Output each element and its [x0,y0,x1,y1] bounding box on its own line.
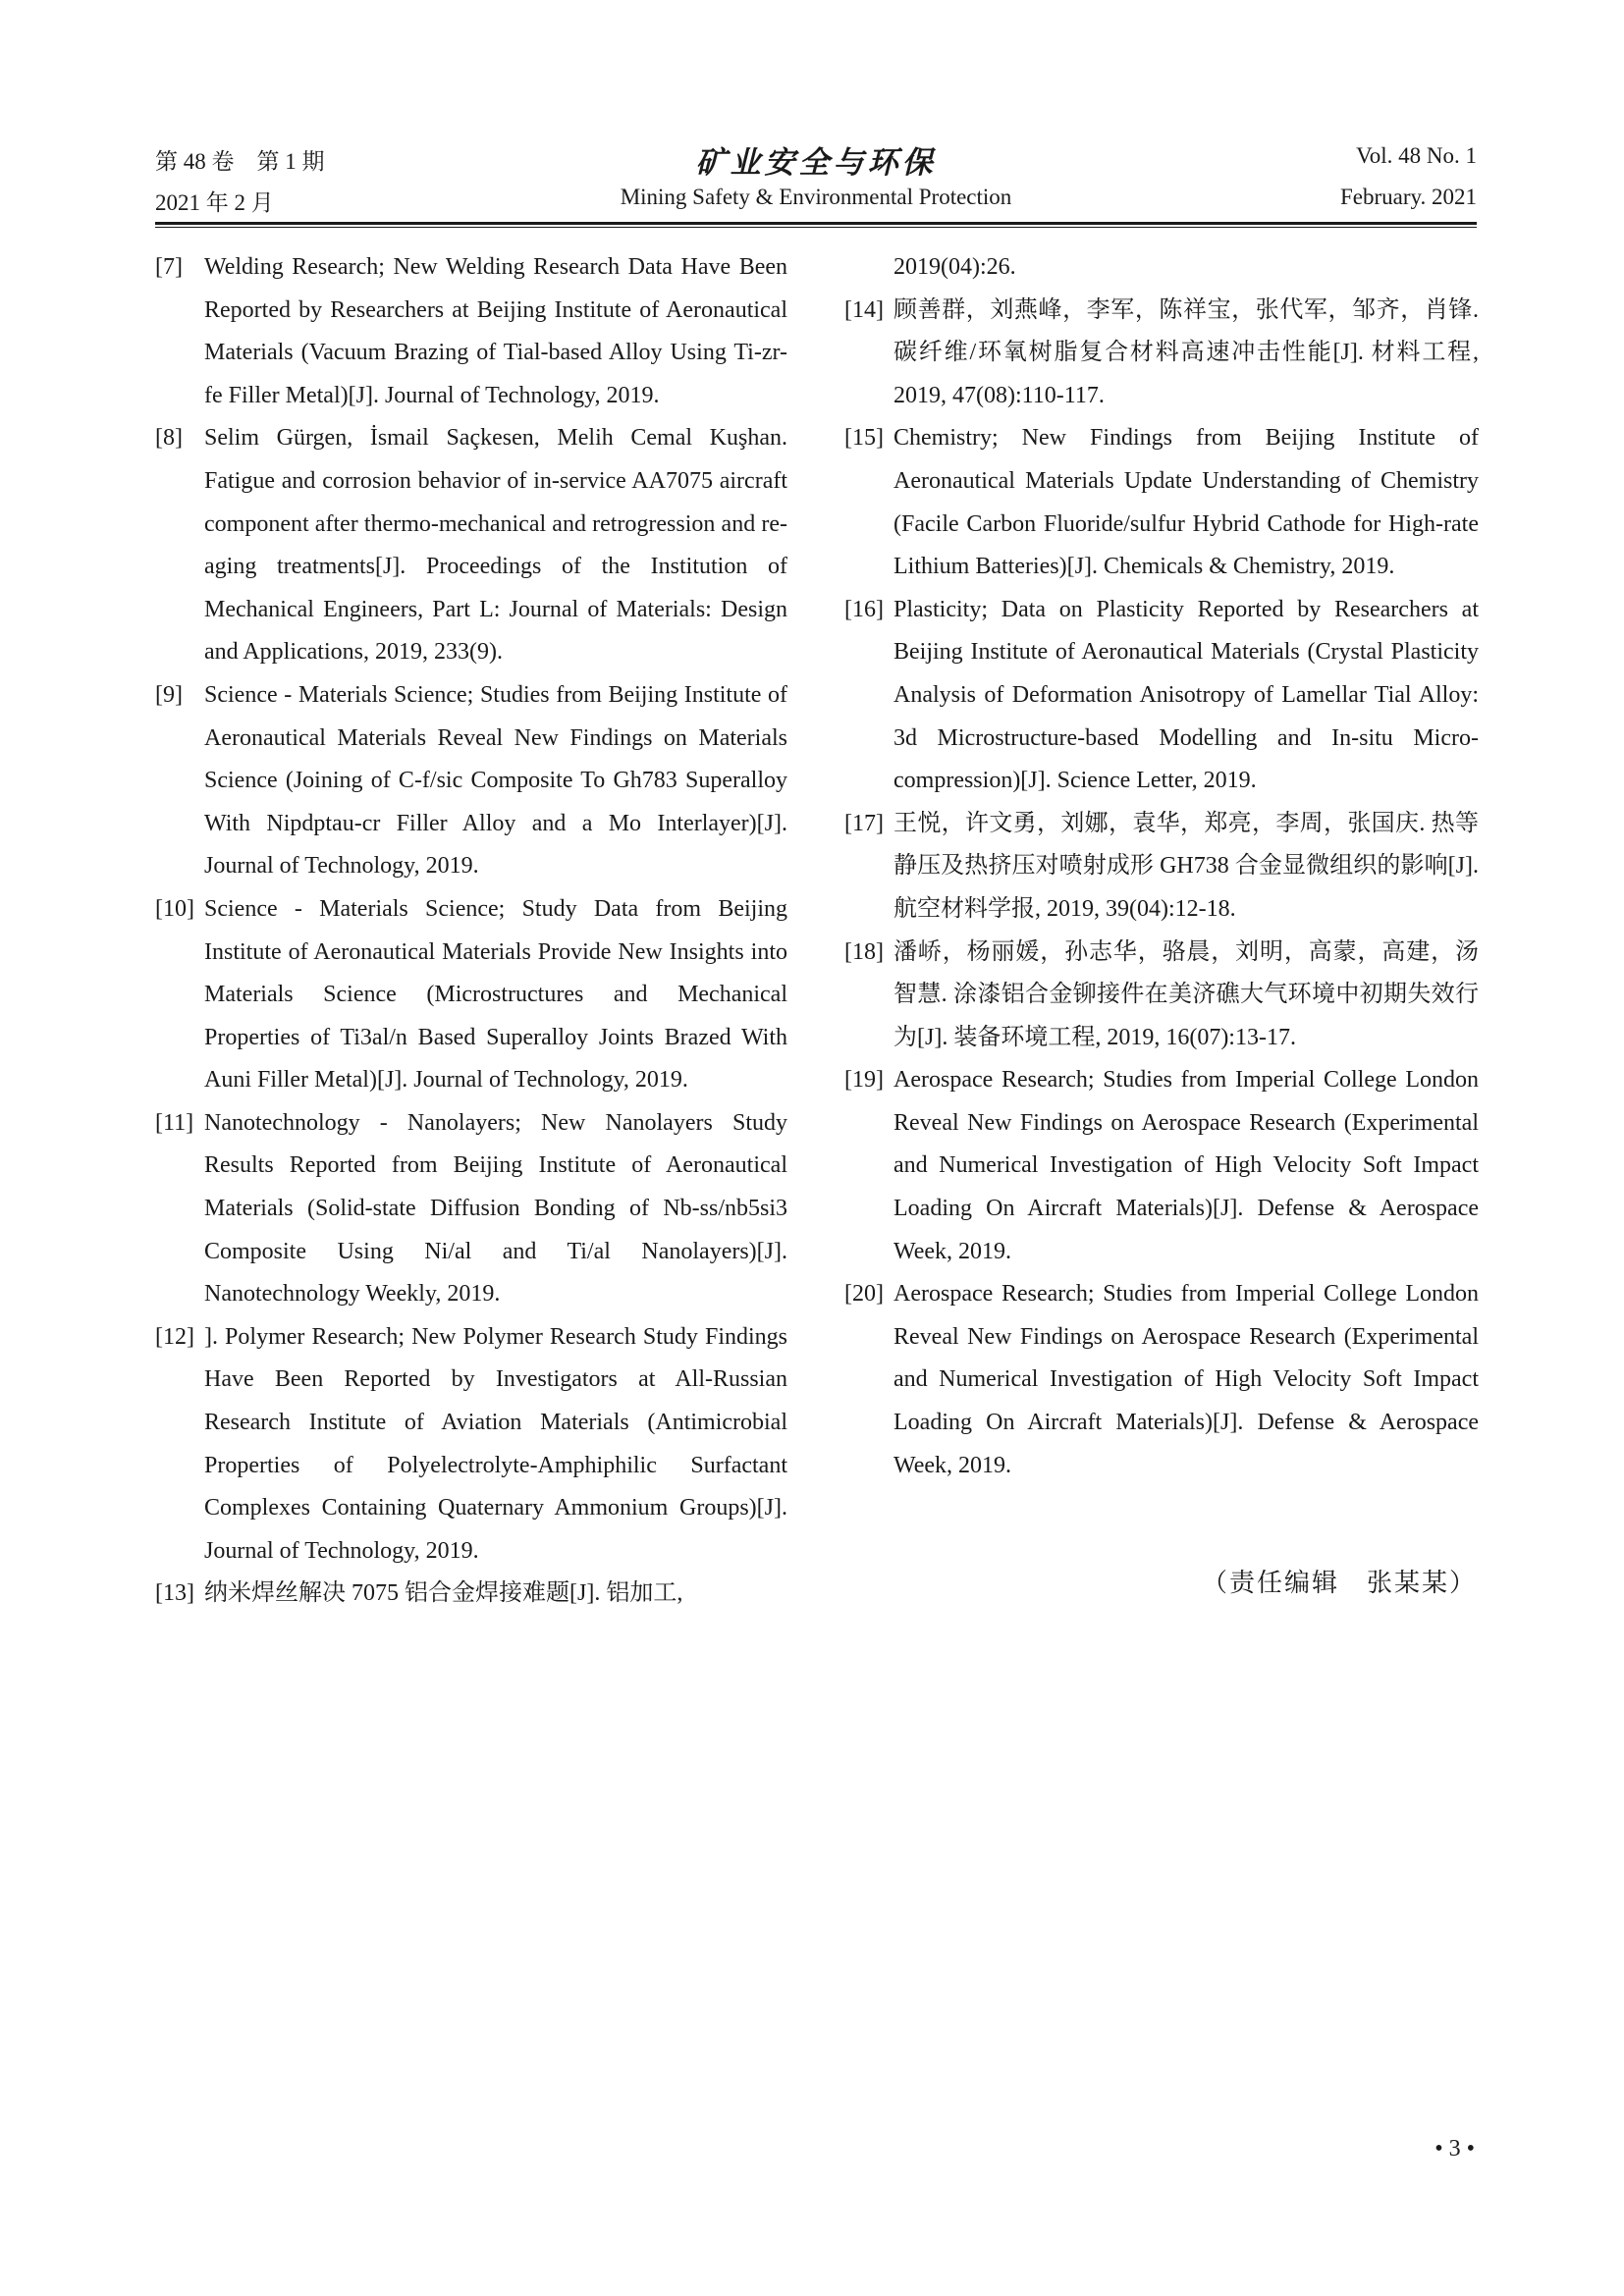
reference-text: 潘峤，杨丽媛，孙志华，骆晨，刘明，高蒙，高建，汤智慧. 涂漆铝合金铆接件在美济礁大气环境中初期失效行为[J]. 装备环境工程, 2019, 16(07):13-17. [893,938,1479,1050]
reference-number: [20] [844,1281,884,1308]
journal-title-cn: 矿业安全与环保 [695,145,937,180]
reference-number: [17] [844,810,884,836]
reference-text: Selim Gürgen, İsmail Saçkesen, Melih Cemal Kuşhan. Fatigue and corrosion behavior of in-service AA7075 aircraft component after thermo-mechanical and retrogression and re-aging treatments[J]. Proceedings of the Institution of Mechanical Engineers, Part L: Journal of Materials: Design and Applications, 2019, 233(9). [204,425,787,666]
reference-text: Chemistry; New Findings from Beijing Institute of Aeronautical Materials Update Understanding of Chemistry (Facile Carbon Fluoride/sulfur Hybrid Cathode for High-rate Lithium Batteries)[J]. Chemicals & Chemistry, 2019. [893,425,1479,580]
reference-number: [16] [844,596,884,622]
reference-item [155,1573,787,1616]
journal-title-en: Mining Safety & Environmental Protection [620,185,1012,209]
date-cn: 2021 年 2 月 [155,190,274,215]
reference-text: Aerospace Research; Studies from Imperial College London Reveal New Findings on Aerospace Research (Experimental and Numerical Investigation of High Velocity Soft Impact Loading On Aircraft Materials)[J]. Defense & Aerospace Week, 2019. [893,1067,1479,1264]
reference-item [155,674,787,888]
reference-continuation: 2019(04):26. [893,254,1016,280]
reference-text: Science - Materials Science; Studies from Beijing Institute of Aeronautical Materials Reveal New Findings on Materials Science (Joining of C-f/sic Composite To Gh783 Superalloy With Nipdptau-cr Filler Alloy and a Mo Interlayer)[J]. Journal of Technology, 2019. [204,681,787,880]
reference-number: [15] [844,425,884,452]
running-header [155,139,1477,226]
reference-item [844,932,1479,1060]
reference-item [844,290,1479,418]
reference-number: [13] [155,1580,194,1607]
date-en: February. 2021 [1339,185,1477,209]
reference-number: [8] [155,425,183,452]
responsible-editor: （责任编辑 张某某） [1201,1569,1477,1597]
reference-text: Nanotechnology - Nanolayers; New Nanolayers Study Results Reported from Beijing Institute of Aeronautical Materials (Solid-state Diffusion Bonding of Nb-ss/nb5si3 Composite Using Ni/al and Ti/al Nanolayers)[J]. Nanotechnology Weekly, 2019. [204,1109,787,1308]
reference-text: 纳米焊丝解决 7075 铝合金焊接难题[J]. 铝加工, [204,1580,683,1607]
reference-item [844,589,1479,803]
reference-item [844,803,1479,932]
header-rule-thick [155,222,1477,225]
reference-number: [14] [844,296,884,323]
reference-item [844,1273,1479,1487]
reference-item [155,1102,787,1316]
reference-item [155,888,787,1102]
volume-issue-en: Vol. 48 No. 1 [1356,143,1477,168]
reference-text: 顾善群，刘燕峰，李军，陈祥宝，张代军，邹齐，肖锋. 碳纤维/环氧树脂复合材料高速冲击性能[J]. 材料工程, 2019, 47(08):110-117. [893,296,1479,408]
reference-text: 王悦，许文勇，刘娜，袁华，郑亮，李周，张国庆. 热等静压及热挤压对喷射成形 GH738 合金显微组织的影响[J]. 航空材料学报, 2019, 39(04):12-18. [893,810,1479,922]
reference-item [155,417,787,674]
reference-number: [12] [155,1323,194,1350]
reference-number: [19] [844,1067,884,1094]
header-rule-thin [155,227,1477,228]
reference-item [155,1316,787,1574]
header-row-top [155,143,1477,183]
reference-text: Plasticity; Data on Plasticity Reported by Researchers at Beijing Institute of Aeronautical Materials (Crystal Plasticity Analysis of Deformation Anisotropy of Lamellar Tial Alloy: 3d Microstructure-based Modelling and In-situ Micro-compression)[J]. Science Letter, 2019. [893,596,1479,794]
reference-text: Welding Research; New Welding Research Data Have Been Reported by Researchers at Beijing Institute of Aeronautical Materials (Vacuum Brazing of Tial-based Alloy Using Ti-zr-fe Filler Metal)[J]. Journal of Technology, 2019. [204,254,787,408]
reference-item [155,246,787,417]
reference-number: [9] [155,681,183,708]
volume-issue: 第 48 卷 第 1 期 [155,149,325,174]
reference-column-right [844,246,1479,1487]
reference-number: [11] [155,1109,194,1136]
reference-column-left [155,246,787,1616]
page-number: • 3 • [1435,2136,1475,2162]
reference-number: [18] [844,938,884,965]
reference-text: Aerospace Research; Studies from Imperial College London Reveal New Findings on Aerospace Research (Experimental and Numerical Investigation of High Velocity Soft Impact Loading On Aircraft Materials)[J]. Defense & Aerospace Week, 2019. [893,1281,1479,1478]
header-row-bottom [155,185,1477,224]
reference-text: Science - Materials Science; Study Data from Beijing Institute of Aeronautical Materials Provide New Insights into Materials Science (Microstructures and Mechanical Properties of Ti3al/n Based Superalloy Joints Brazed With Auni Filler Metal)[J]. Journal of Technology, 2019. [204,895,787,1094]
reference-number: [7] [155,254,183,280]
reference-text: ]. Polymer Research; New Polymer Research Study Findings Have Been Reported by Investigators at All-Russian Research Institute of Aviation Materials (Antimicrobial Properties of Polyelectrolyte-Amphiphilic Surfactant Complexes Containing Quaternary Ammonium Groups)[J]. Journal of Technology, 2019. [204,1323,787,1564]
reference-number: [10] [155,895,194,922]
reference-item [844,1059,1479,1273]
reference-item [844,417,1479,588]
